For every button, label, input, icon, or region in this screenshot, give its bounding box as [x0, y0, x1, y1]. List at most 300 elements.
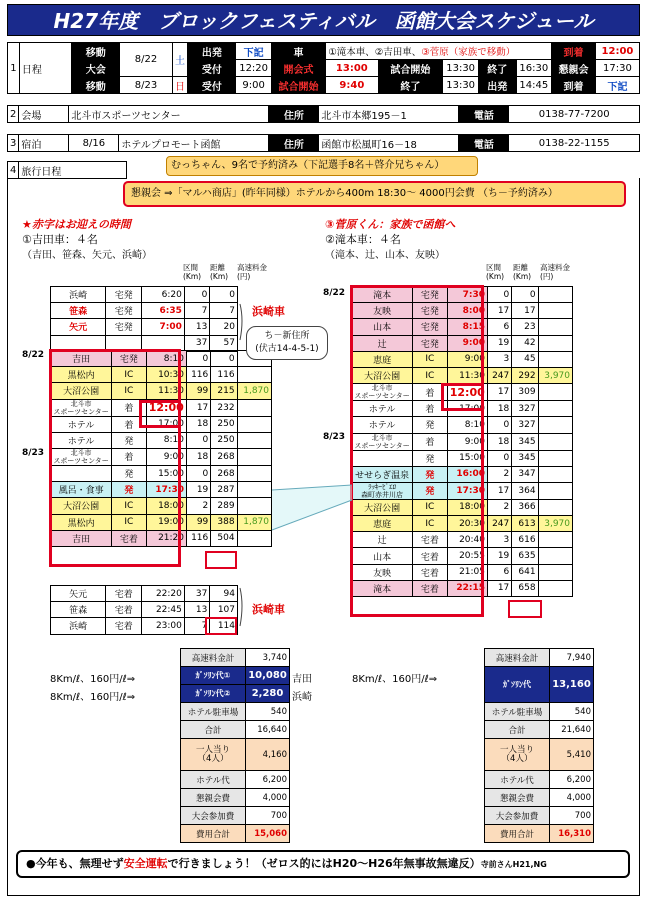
- venue-name: 北斗市スポーツセンター: [69, 106, 269, 123]
- table-cell: 大沼公園: [352, 499, 413, 515]
- weekday: 日: [172, 77, 188, 94]
- section-number: 4: [8, 162, 19, 179]
- row-label: 大会: [72, 60, 120, 77]
- table-cell: 0: [211, 351, 237, 367]
- table-cell: 高速料金計: [485, 649, 550, 667]
- key: 受付: [188, 77, 236, 94]
- value: 13:00: [326, 60, 378, 77]
- table-cell: 16:00: [447, 466, 487, 482]
- table-cell: 0: [488, 287, 512, 303]
- table-cell: 16,310: [550, 825, 594, 843]
- value: 下記: [236, 43, 271, 60]
- table-cell: 19:00: [146, 514, 186, 530]
- table-cell: 327: [512, 401, 538, 417]
- table-cell: 616: [512, 532, 538, 548]
- col-header: 高速料金 (円): [540, 263, 570, 281]
- table-cell: IC: [112, 498, 146, 514]
- table-cell: 2: [488, 466, 512, 482]
- table-cell: 18: [187, 416, 211, 432]
- link-shade: [272, 485, 352, 530]
- col-header: 距離 (Km): [210, 263, 229, 281]
- table-cell: 16,640: [246, 721, 290, 739]
- car-assignment: ①滝本車、②吉田車、: [328, 47, 422, 58]
- table-cell: 山本: [352, 319, 413, 335]
- table-cell: 540: [246, 703, 290, 721]
- table-cell: 19: [187, 482, 211, 498]
- table-cell: 268: [211, 448, 237, 465]
- table-cell: 滝本: [352, 287, 413, 303]
- value: 13:30: [443, 77, 479, 94]
- table-cell: 一人当り （4人）: [485, 739, 550, 771]
- table-row: [485, 789, 594, 807]
- table-cell: 13,160: [550, 667, 594, 703]
- table-cell: 13: [184, 602, 210, 618]
- pickup-legend: ★赤字はお迎えの時間: [22, 218, 131, 231]
- table-cell: 18: [187, 448, 211, 465]
- table-row: [485, 649, 594, 667]
- table-cell: 宅発: [106, 319, 142, 335]
- table-cell: 3: [488, 532, 512, 548]
- table-cell: 笹森: [51, 602, 106, 618]
- table-cell: 21,640: [550, 721, 594, 739]
- table-cell: 風呂・食事: [51, 482, 112, 498]
- table-row: [485, 739, 594, 771]
- table-row: [485, 825, 594, 843]
- right-car-title: ②滝本車：４名: [325, 233, 401, 246]
- table-cell: 17: [512, 303, 538, 319]
- table-cell: 8:10: [146, 432, 186, 448]
- table-cell: 発: [413, 450, 447, 466]
- table-cell: 7: [210, 303, 238, 319]
- left-car-title: ①吉田車：４名: [22, 233, 98, 246]
- reservation-note: むっちゃん、9名で予約済み（下記選手8名＋啓介兄ちゃん）: [166, 156, 478, 176]
- table-cell: 12:00: [146, 399, 186, 416]
- table-cell: ｶﾞｿﾘﾝ代: [485, 667, 550, 703]
- value: 12:00: [595, 43, 639, 60]
- table-cell: 発: [413, 417, 447, 433]
- table-cell: 13: [184, 319, 210, 335]
- table-cell: IC: [413, 499, 447, 515]
- table-cell: 116: [211, 367, 237, 383]
- table-cell: 268: [211, 465, 237, 481]
- table-cell: 15,060: [246, 825, 290, 843]
- table-cell: 22:20: [142, 586, 185, 602]
- table-cell: 287: [211, 482, 237, 498]
- table-cell: 宅発: [413, 319, 447, 335]
- table-cell: ｶﾞｿﾘﾝ代①: [181, 667, 246, 685]
- table-cell: 345: [512, 433, 538, 450]
- table-cell: 6,200: [246, 771, 290, 789]
- table-row: [181, 703, 290, 721]
- table-cell: 7,940: [550, 649, 594, 667]
- table-cell: 18: [488, 433, 512, 450]
- value: 9:00: [236, 77, 271, 94]
- table-cell: 613: [512, 516, 538, 532]
- table-cell: 99: [187, 383, 211, 399]
- col-header: 高速料金 (円): [237, 263, 267, 281]
- table-cell: 6:35: [142, 303, 185, 319]
- table-cell: 宅発: [413, 287, 447, 303]
- right-note: ③菅原くん：家族で函館へ: [325, 218, 456, 231]
- table-cell: 宅発: [106, 287, 142, 303]
- hotel-name: ホテルプロモート函館: [119, 135, 269, 152]
- table-cell: IC: [112, 383, 146, 399]
- table-cell: 高速料金計: [181, 649, 246, 667]
- hotel-phone: 0138-22-1155: [509, 135, 640, 152]
- table-cell: 635: [512, 548, 538, 564]
- table-cell: 1,870: [237, 383, 271, 399]
- table-cell: 2: [488, 499, 512, 515]
- key: 出発: [188, 43, 236, 60]
- table-cell: 4,160: [246, 739, 290, 771]
- table-cell: ホテル: [51, 432, 112, 448]
- table-cell: ホテル: [352, 417, 413, 433]
- value: 下記: [595, 77, 639, 94]
- table-cell: 0: [187, 432, 211, 448]
- table-cell: 2: [187, 498, 211, 514]
- table-cell: 北斗市 スポーツセンター: [51, 399, 112, 416]
- table-row: [181, 649, 290, 667]
- table-cell: 宅着: [413, 564, 447, 580]
- table-cell: 発: [413, 482, 447, 499]
- table-cell: 6: [488, 564, 512, 580]
- table-cell: 247: [488, 516, 512, 532]
- table-cell: 懇親会費: [181, 789, 246, 807]
- table-cell: 2,280: [246, 685, 290, 703]
- table-cell: 504: [211, 530, 237, 546]
- table-cell: 20: [210, 319, 238, 335]
- table-cell: 388: [211, 514, 237, 530]
- left-cost-table: [180, 648, 290, 843]
- section-label: 日程: [19, 43, 71, 94]
- table-cell: 0: [184, 287, 210, 303]
- key: 到着: [552, 43, 596, 60]
- table-cell: 発: [413, 466, 447, 482]
- party-note: 懇親会 ⇒「マルハ商店」(昨年同様）ホテルから400m 18:30～ 4000円会費 （ち－予約済み）: [123, 181, 626, 207]
- table-cell: 吉田: [51, 351, 112, 367]
- right-car-members: （滝本、辻、山本、友映）: [325, 250, 445, 261]
- table-cell: 17:30: [447, 482, 487, 499]
- table-cell: 309: [512, 384, 538, 401]
- table-cell: 17: [488, 482, 512, 499]
- key: 車: [271, 43, 325, 60]
- table-cell: 矢元: [51, 319, 106, 335]
- table-cell: 57: [210, 335, 238, 351]
- col-header: 区間 (Km): [486, 263, 505, 281]
- table-cell: 19: [488, 335, 512, 351]
- table-cell: IC: [413, 367, 447, 383]
- left-car-members: （吉田、笹森、矢元、浜崎）: [22, 250, 152, 261]
- key: 終了: [378, 77, 443, 94]
- table-cell: 発: [112, 482, 146, 498]
- key: 開会式: [271, 60, 325, 77]
- table-cell: 6:20: [142, 287, 185, 303]
- table-row: [181, 825, 290, 843]
- table-cell: 15:00: [146, 465, 186, 481]
- hotel-address: 函館市松風町16－18: [319, 135, 459, 152]
- table-cell: 辻: [352, 335, 413, 351]
- table-cell: 641: [512, 564, 538, 580]
- footer-sign: 寺前さんH21,NG: [480, 860, 547, 869]
- table-cell: 22:15: [447, 580, 487, 596]
- table-row: [485, 771, 594, 789]
- table-cell: 合計: [181, 721, 246, 739]
- car-callout: 浜崎車: [252, 603, 285, 616]
- table-cell: 宅着: [413, 548, 447, 564]
- table-cell: 恵庭: [352, 351, 413, 367]
- table-cell: IC: [413, 516, 447, 532]
- table-cell: 恵庭: [352, 516, 413, 532]
- footer-text: で行きましょう！（ゼロス的にはH20～H26年無事故無違反）: [167, 857, 481, 870]
- table-cell: 大会参加費: [181, 807, 246, 825]
- table-cell: 発: [112, 432, 146, 448]
- table-cell: ホテル駐車場: [181, 703, 246, 721]
- table-cell: 山本: [352, 548, 413, 564]
- table-cell: 18:00: [146, 498, 186, 514]
- table-cell: 滝本: [352, 580, 413, 596]
- table-cell: 4,000: [550, 789, 594, 807]
- table-cell: 費用合計: [485, 825, 550, 843]
- table-row: [181, 789, 290, 807]
- table-cell: 大沼公園: [352, 367, 413, 383]
- key: 試合開始: [378, 60, 443, 77]
- table-cell: 9:00: [447, 433, 487, 450]
- section-number: 1: [8, 43, 20, 94]
- table-cell: 540: [550, 703, 594, 721]
- table-cell: 6,200: [550, 771, 594, 789]
- table-cell: 8:10: [146, 351, 186, 367]
- table-cell: 着: [413, 401, 447, 417]
- table-cell: 347: [512, 466, 538, 482]
- key: 懇親会: [552, 60, 596, 77]
- table-cell: 21:20: [146, 530, 186, 546]
- table-cell: 宅着: [413, 580, 447, 596]
- table-row: [181, 739, 290, 771]
- table-cell: 宅着: [106, 586, 142, 602]
- table-cell: 18:00: [447, 499, 487, 515]
- bubble-line: (伏古14-4-5-1): [255, 344, 319, 354]
- key: 試合開始: [271, 77, 325, 94]
- date-label: 8/23: [323, 432, 346, 442]
- car-callout: 浜崎車: [252, 305, 285, 318]
- table-cell: 北斗市 スポーツセンター: [352, 384, 413, 401]
- address-label: 住所: [269, 135, 319, 152]
- page-title: H27年度 ブロックフェスティバル 函館大会スケジュール: [7, 4, 640, 36]
- table-cell: 3: [488, 351, 512, 367]
- date-label: 8/23: [22, 448, 45, 458]
- table-cell: 4,000: [246, 789, 290, 807]
- table-cell: 94: [210, 586, 238, 602]
- phone-label: 電話: [459, 106, 509, 123]
- table-row: [485, 703, 594, 721]
- table-cell: 吉田: [51, 530, 112, 546]
- table-cell: 10,080: [246, 667, 290, 685]
- table-cell: 一人当り （4人）: [181, 739, 246, 771]
- value: 9:40: [326, 77, 378, 94]
- date-label: 8/22: [22, 350, 45, 360]
- table-cell: 北斗市 スポーツセンター: [352, 433, 413, 450]
- table-cell: 8:15: [447, 319, 487, 335]
- table-row: [485, 721, 594, 739]
- table-cell: 10:30: [146, 367, 186, 383]
- table-cell: 20:40: [447, 532, 487, 548]
- section-label: 宿泊: [19, 135, 69, 152]
- section-number: 3: [8, 135, 19, 152]
- table-cell: 合計: [485, 721, 550, 739]
- table-row: [181, 807, 290, 825]
- table-cell: 宅着: [112, 530, 146, 546]
- table-cell: せせらぎ温泉: [352, 466, 413, 482]
- table-cell: 3,970: [538, 516, 572, 532]
- driver-name: 吉田: [292, 674, 312, 685]
- table-cell: 黒松内: [51, 367, 112, 383]
- table-cell: 宅発: [413, 303, 447, 319]
- value: 12:20: [236, 60, 271, 77]
- brace: [240, 304, 242, 340]
- right-cost-table: [484, 648, 594, 843]
- table-row: [181, 667, 290, 685]
- table-row: [181, 771, 290, 789]
- table-row: [485, 807, 594, 825]
- table-cell: 20:30: [447, 516, 487, 532]
- table-cell: IC: [112, 367, 146, 383]
- section-number: 2: [8, 106, 19, 123]
- key: 到着: [552, 77, 596, 94]
- table-cell: 着: [112, 448, 146, 465]
- venue-address: 北斗市本郷195－1: [319, 106, 459, 123]
- table-cell: 232: [211, 399, 237, 416]
- table-cell: 懇親会費: [485, 789, 550, 807]
- table-cell: 宅着: [413, 532, 447, 548]
- date: 8/23: [120, 77, 172, 94]
- table-cell: 0: [187, 465, 211, 481]
- table-cell: 37: [184, 335, 210, 351]
- table-cell: 42: [512, 335, 538, 351]
- table-cell: 9:00: [146, 448, 186, 465]
- car-assignment-family: ③菅原（家族で移動）: [421, 47, 516, 58]
- table-cell: 17: [488, 384, 512, 401]
- table-cell: ホテル駐車場: [485, 703, 550, 721]
- table-cell: 宅着: [106, 618, 142, 634]
- table-cell: 友映: [352, 564, 413, 580]
- address-label: 住所: [269, 106, 319, 123]
- bubble-line: ち－新住所: [264, 331, 310, 341]
- table-cell: 宅発: [106, 303, 142, 319]
- table-cell: 浜崎: [51, 618, 106, 634]
- table-cell: 19: [488, 548, 512, 564]
- table-cell: 215: [211, 383, 237, 399]
- table-cell: 0: [210, 287, 238, 303]
- table-cell: 21:05: [447, 564, 487, 580]
- table-cell: 宅発: [413, 335, 447, 351]
- table-cell: 友映: [352, 303, 413, 319]
- table-cell: 着: [112, 416, 146, 432]
- table-cell: 0: [488, 417, 512, 433]
- table-cell: 笹森: [51, 303, 106, 319]
- table-cell: 250: [211, 432, 237, 448]
- table-cell: 3,740: [246, 649, 290, 667]
- table-cell: 0: [512, 287, 538, 303]
- table-row: [181, 685, 290, 703]
- table-cell: 116: [187, 530, 211, 546]
- gas-calc: 8Km/ℓ、160円/ℓ⇒: [50, 674, 136, 685]
- table-cell: 366: [512, 499, 538, 515]
- table-cell: 289: [211, 498, 237, 514]
- table-row: [485, 667, 594, 703]
- table-cell: 大沼公園: [51, 498, 112, 514]
- table-cell: ﾗｯｷｰﾋﾟｴﾛ 森町赤井川店: [352, 482, 413, 499]
- table-cell: 17:30: [146, 482, 186, 498]
- table-cell: 7: [184, 303, 210, 319]
- key: 出発: [478, 77, 516, 94]
- table-cell: 250: [211, 416, 237, 432]
- table-cell: 45: [512, 351, 538, 367]
- venue-phone: 0138-77-7200: [509, 106, 640, 123]
- table-cell: ホテル代: [485, 771, 550, 789]
- table-cell: 107: [210, 602, 238, 618]
- section-label: 旅行日程: [19, 162, 127, 179]
- table-cell: 23: [512, 319, 538, 335]
- table-cell: 0: [488, 450, 512, 466]
- table-cell: 23:00: [142, 618, 185, 634]
- table-cell: 116: [187, 367, 211, 383]
- table-cell: 292: [512, 367, 538, 383]
- table-row: [181, 721, 290, 739]
- table-cell: 700: [550, 807, 594, 825]
- table-cell: 9:00: [447, 351, 487, 367]
- table-cell: 6: [488, 319, 512, 335]
- value: 17:30: [595, 60, 639, 77]
- table-cell: 大沼公園: [51, 383, 112, 399]
- driver-name: 浜崎: [292, 692, 312, 703]
- table-cell: IC: [112, 514, 146, 530]
- table-cell: 5,410: [550, 739, 594, 771]
- table-cell: 8:00: [447, 303, 487, 319]
- date: 8/22: [120, 43, 172, 77]
- table-cell: 宅発: [112, 351, 146, 367]
- table-cell: 7: [184, 618, 210, 634]
- table-cell: 17: [488, 580, 512, 596]
- table-cell: 8:10: [447, 417, 487, 433]
- table-cell: 99: [187, 514, 211, 530]
- table-cell: 700: [246, 807, 290, 825]
- table-cell: 1,870: [237, 514, 271, 530]
- table-cell: 7:00: [142, 319, 185, 335]
- footer-highlight: 安全運転: [123, 857, 168, 870]
- table-cell: 費用合計: [181, 825, 246, 843]
- hotel-date: 8/16: [69, 135, 119, 152]
- table-cell: 北斗市 スポーツセンター: [51, 448, 112, 465]
- col-header: 区間 (Km): [183, 263, 202, 281]
- section-label: 会場: [19, 106, 69, 123]
- value: 13:30: [443, 60, 479, 77]
- value: 16:30: [516, 60, 551, 77]
- table-cell: 宅着: [106, 602, 142, 618]
- table-cell: 0: [187, 351, 211, 367]
- table-cell: 114: [210, 618, 238, 634]
- table-cell: ｶﾞｿﾘﾝ代②: [181, 685, 246, 703]
- col-header: 距離 (Km): [513, 263, 532, 281]
- table-cell: 17: [187, 399, 211, 416]
- table-cell: 発: [112, 465, 146, 481]
- gas-calc: 8Km/ℓ、160円/ℓ⇒: [352, 674, 438, 685]
- brace: [240, 588, 242, 626]
- table-cell: 364: [512, 482, 538, 499]
- table-cell: ホテル: [352, 401, 413, 417]
- footer-text: ●今年も、無理せず: [26, 857, 124, 870]
- table-cell: 大会参加費: [485, 807, 550, 825]
- value: 14:45: [516, 77, 551, 94]
